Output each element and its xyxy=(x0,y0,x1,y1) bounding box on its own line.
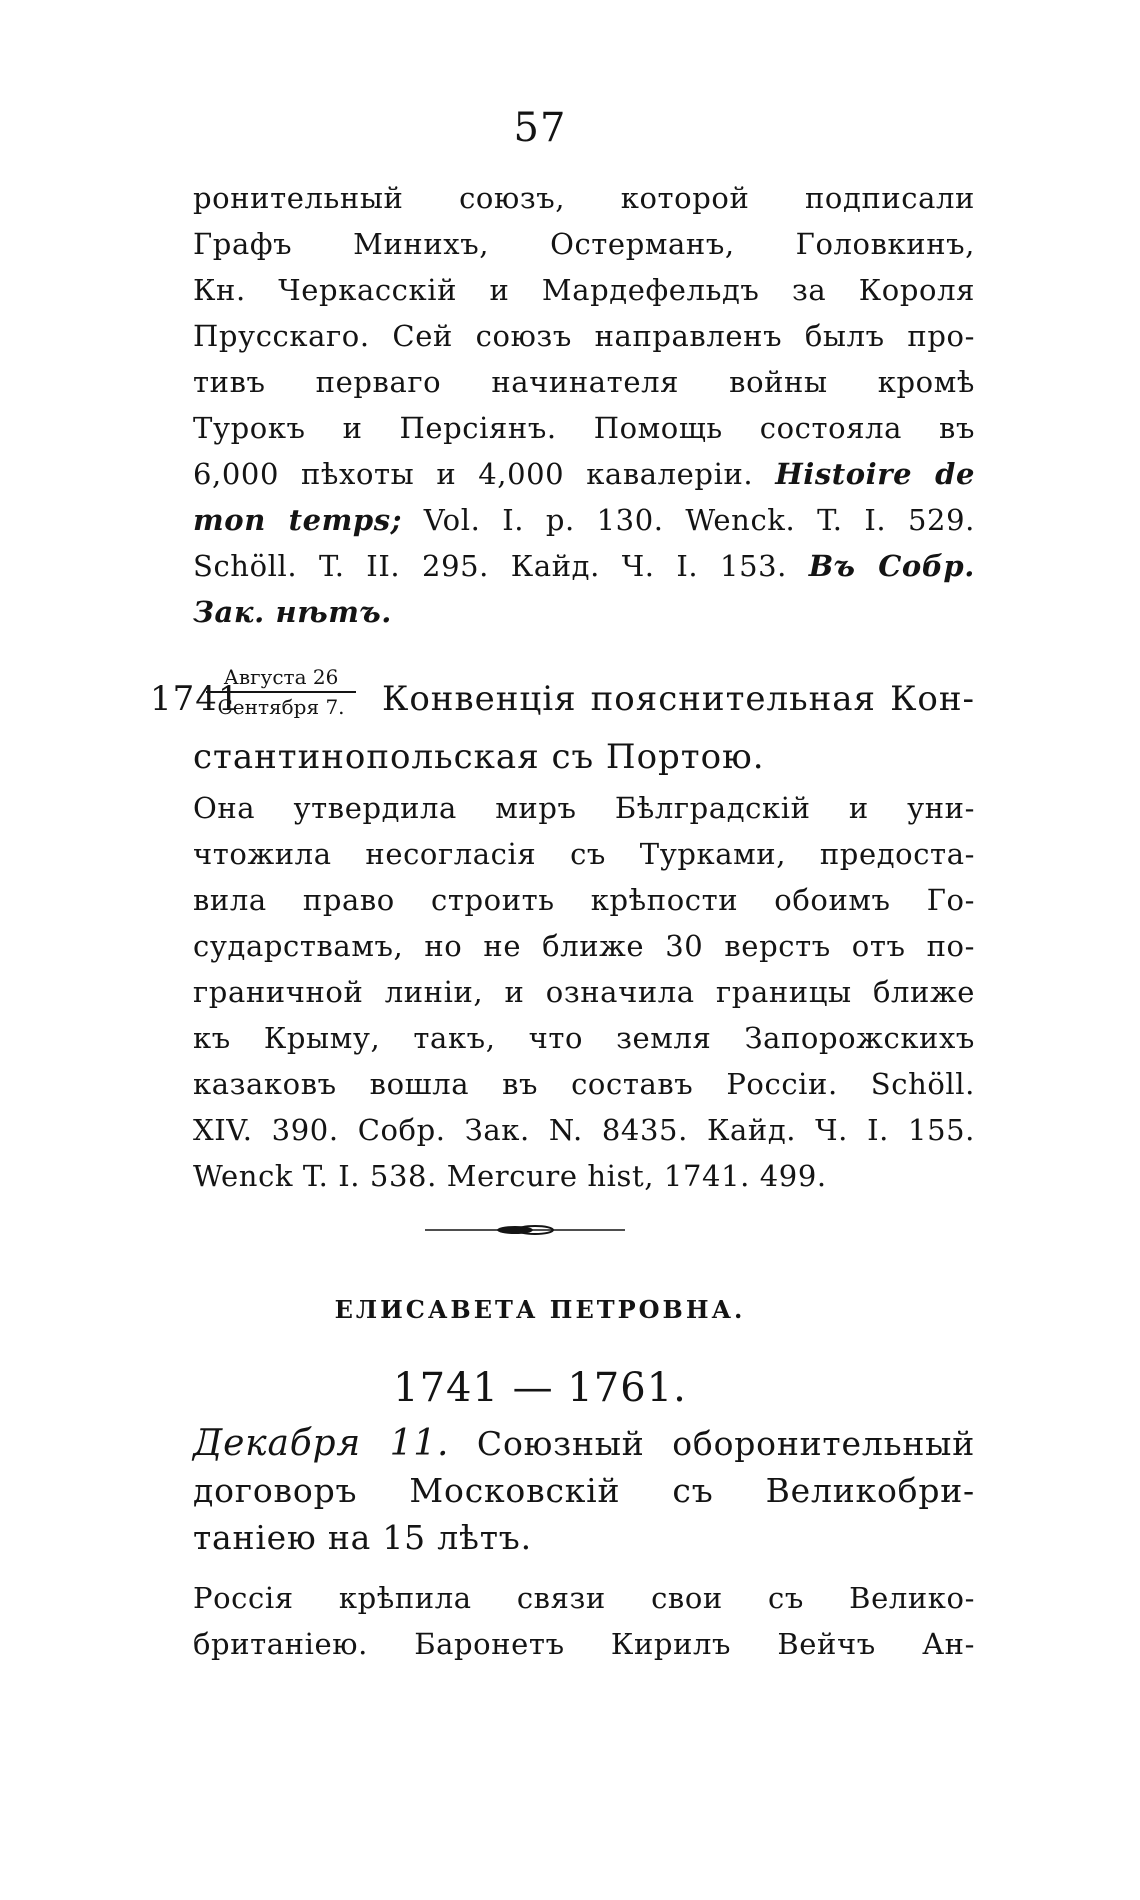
citation-text: Vol. I. p. 130. Wenck. T. I. 529. xyxy=(423,503,975,537)
text-line: Кн. Черкасскій и Мардефельдъ за Короля xyxy=(193,273,975,307)
text-line: Зак. нѣтъ. xyxy=(193,595,392,629)
entry-title-text: Союзный оборонительный xyxy=(476,1424,976,1463)
entry-date: Декабря 11. xyxy=(193,1423,450,1464)
date-old-style: Августа 26 xyxy=(206,665,356,693)
page-number: 57 xyxy=(513,105,567,151)
text-line: вила право строить крѣпости обоимъ Го- xyxy=(193,883,975,917)
text-line: Графъ Минихъ, Остерманъ, Головкинъ, xyxy=(193,227,975,261)
text-line: ронительный союзъ, которой подписали xyxy=(193,181,975,215)
entry-title: Конвенція пояснительная Кон- xyxy=(382,679,975,719)
entry-date xyxy=(206,665,356,719)
text-line: британіею. Баронетъ Кирилъ Вейчъ Ан- xyxy=(193,1627,975,1661)
entry-title: танiею на 15 лѣтъ. xyxy=(193,1518,532,1557)
text-line: тивъ перваго начинателя войны кромѣ xyxy=(193,365,975,399)
paragraph-russia-britain xyxy=(193,1575,975,1667)
text-line: къ Крыму, такъ, что земля Запорожскихъ xyxy=(193,1021,975,1055)
paragraph-convention-text xyxy=(193,785,975,1199)
text-fragment: 6,000 пѣхоты и 4,000 кавалеріи. xyxy=(193,457,754,491)
citation-text: Schöll. T. II. 295. Кайд. Ч. I. 153. xyxy=(193,549,787,583)
margin-year: 1741 xyxy=(150,679,241,719)
text-line: сударствамъ, но не ближе 30 верстъ отъ по- xyxy=(193,929,975,963)
text-line xyxy=(193,497,975,543)
paragraph-treaty-text xyxy=(193,175,975,635)
citation-italic: Въ Собр. xyxy=(808,549,975,583)
text-line: Wenck T. I. 538. Mercure hist, 1741. 499. xyxy=(193,1159,827,1193)
text-line: чтожила несогласія съ Турками, предоста- xyxy=(193,837,975,871)
text-line: Россія крѣпила связи свои съ Велико- xyxy=(193,1581,975,1615)
reign-heading: ЕЛИСАВЕТА ПЕТРОВНА. xyxy=(334,1295,746,1324)
citation-italic: mon temps; xyxy=(193,503,403,537)
entry-title xyxy=(193,1420,975,1467)
text-line: казаковъ вошла въ составъ Россіи. Schöll. xyxy=(193,1067,975,1101)
ornament-divider xyxy=(425,1223,625,1237)
citation-italic: Histoire de xyxy=(775,457,976,491)
reign-years: 1741 — 1761. xyxy=(393,1365,687,1411)
text-line: Она утвердила миръ Бѣлградскій и уни- xyxy=(193,791,975,825)
text-line: граничной линіи, и означила границы ближе xyxy=(193,975,975,1009)
entry-header xyxy=(150,665,980,735)
text-line: XIV. 390. Собр. Зак. N. 8435. Кайд. Ч. I. 155. xyxy=(193,1113,975,1147)
text-line: Прусскаго. Сей союзъ направленъ былъ про- xyxy=(193,319,975,353)
entry-treaty-britain xyxy=(193,1420,975,1561)
entry-title-continued: стантинопольская съ Портою. xyxy=(193,737,765,777)
date-new-style: Сентября 7. xyxy=(217,695,345,719)
text-line xyxy=(193,543,975,589)
text-line xyxy=(193,451,975,497)
text-line: Турокъ и Персіянъ. Помощь состояла въ xyxy=(193,411,975,445)
entry-title: договоръ Московскій съ Великобри- xyxy=(193,1471,975,1510)
